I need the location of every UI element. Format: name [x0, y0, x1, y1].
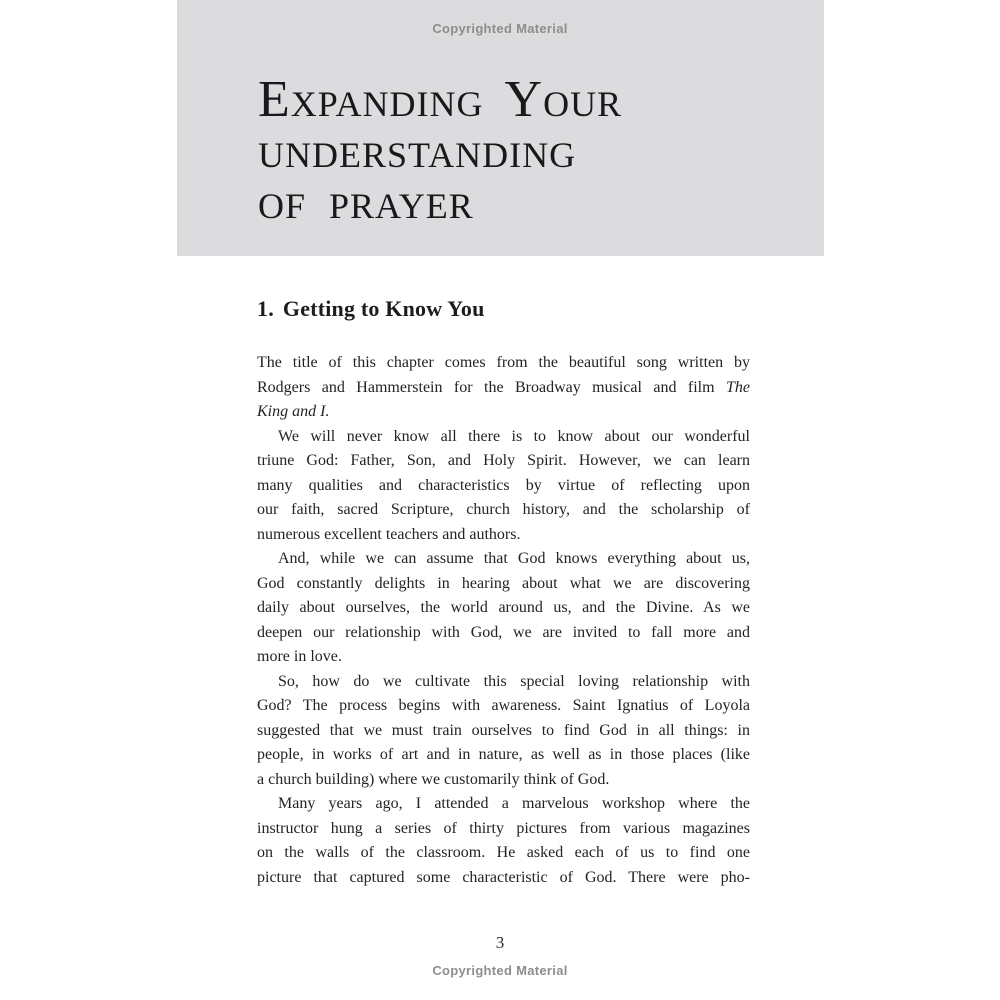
section-title: Getting to Know You	[282, 296, 485, 321]
text-line	[257, 645, 750, 670]
text-line	[257, 694, 750, 719]
text-line	[257, 425, 750, 450]
text-line	[257, 474, 750, 499]
text-segment: instructor hung a series of thirty pictures from various magazines	[257, 819, 750, 837]
text-segment: more in love.	[257, 648, 342, 665]
text-line	[257, 351, 750, 376]
text-line	[257, 792, 750, 817]
text-line	[257, 449, 750, 474]
page-content	[257, 296, 750, 890]
text-segment: daily about ourselves, the world around us, and the Divine. As we	[257, 599, 750, 616]
text-line	[257, 743, 750, 768]
text-line	[257, 817, 750, 842]
copyright-notice-bottom: Copyrighted Material	[432, 963, 568, 978]
text-segment: The	[726, 378, 750, 396]
text-line	[257, 719, 750, 744]
page-number: 3	[495, 933, 505, 952]
text-segment: suggested that we must train ourselves to find God in all things: in	[257, 721, 750, 739]
chapter-title-line-2: understanding	[258, 122, 577, 179]
text-segment: many qualities and characteristics by virtue of reflecting upon	[257, 476, 750, 494]
text-line	[257, 523, 750, 548]
text-line	[257, 498, 750, 523]
text-line	[257, 596, 750, 621]
body-paragraphs	[257, 351, 750, 890]
text-segment: on the walls of the classroom. He asked each of us to find one	[257, 844, 750, 861]
text-line	[257, 670, 750, 695]
paragraph	[257, 547, 750, 670]
text-segment: Rodgers and Hammerstein for the Broadway musical and film	[257, 378, 726, 396]
text-line	[257, 547, 750, 572]
text-segment: God constantly delights in hearing about what we are discovering	[257, 574, 750, 592]
text-line	[257, 866, 750, 891]
section-number: 1.	[257, 296, 274, 321]
paragraph	[257, 670, 750, 793]
text-segment: King and I.	[257, 403, 330, 420]
chapter-title-line-3: of prayer	[258, 173, 474, 230]
text-line	[257, 621, 750, 646]
text-line	[257, 572, 750, 597]
text-segment: deepen our relationship with God, we are invited to fall more and	[257, 623, 750, 641]
text-segment: people, in works of art and in nature, as well as in those places (like	[257, 746, 750, 763]
section-heading	[257, 296, 750, 322]
chapter-title	[258, 71, 623, 230]
text-segment: So, how do we cultivate this special loving relationship with	[278, 672, 750, 690]
chapter-header-block	[177, 0, 824, 256]
text-line	[257, 400, 750, 425]
chapter-title-line-1: Expanding Your	[258, 71, 623, 128]
text-line	[257, 768, 750, 793]
text-segment: And, while we can assume that God knows everything about us,	[278, 550, 750, 567]
text-segment: triune God: Father, Son, and Holy Spirit. However, we can learn	[257, 452, 750, 469]
text-segment: a church building) where we customarily think of God.	[257, 770, 610, 788]
text-line	[257, 376, 750, 401]
text-segment: our faith, sacred Scripture, church history, and the scholarship of	[257, 501, 750, 518]
text-segment: God? The process begins with awareness. Saint Ignatius of Loyola	[257, 697, 750, 714]
paragraph	[257, 792, 750, 890]
text-line	[257, 841, 750, 866]
text-segment: picture that captured some characteristic of God. There were pho-	[257, 868, 750, 886]
paragraph	[257, 351, 750, 425]
text-segment: Many years ago, I attended a marvelous workshop where the	[278, 795, 750, 812]
copyright-notice-top: Copyrighted Material	[432, 21, 568, 36]
text-segment: The title of this chapter comes from the beautiful song written by	[257, 354, 750, 371]
paragraph	[257, 425, 750, 548]
text-segment: numerous excellent teachers and authors.	[257, 525, 521, 543]
text-segment: We will never know all there is to know about our wonderful	[278, 427, 750, 445]
